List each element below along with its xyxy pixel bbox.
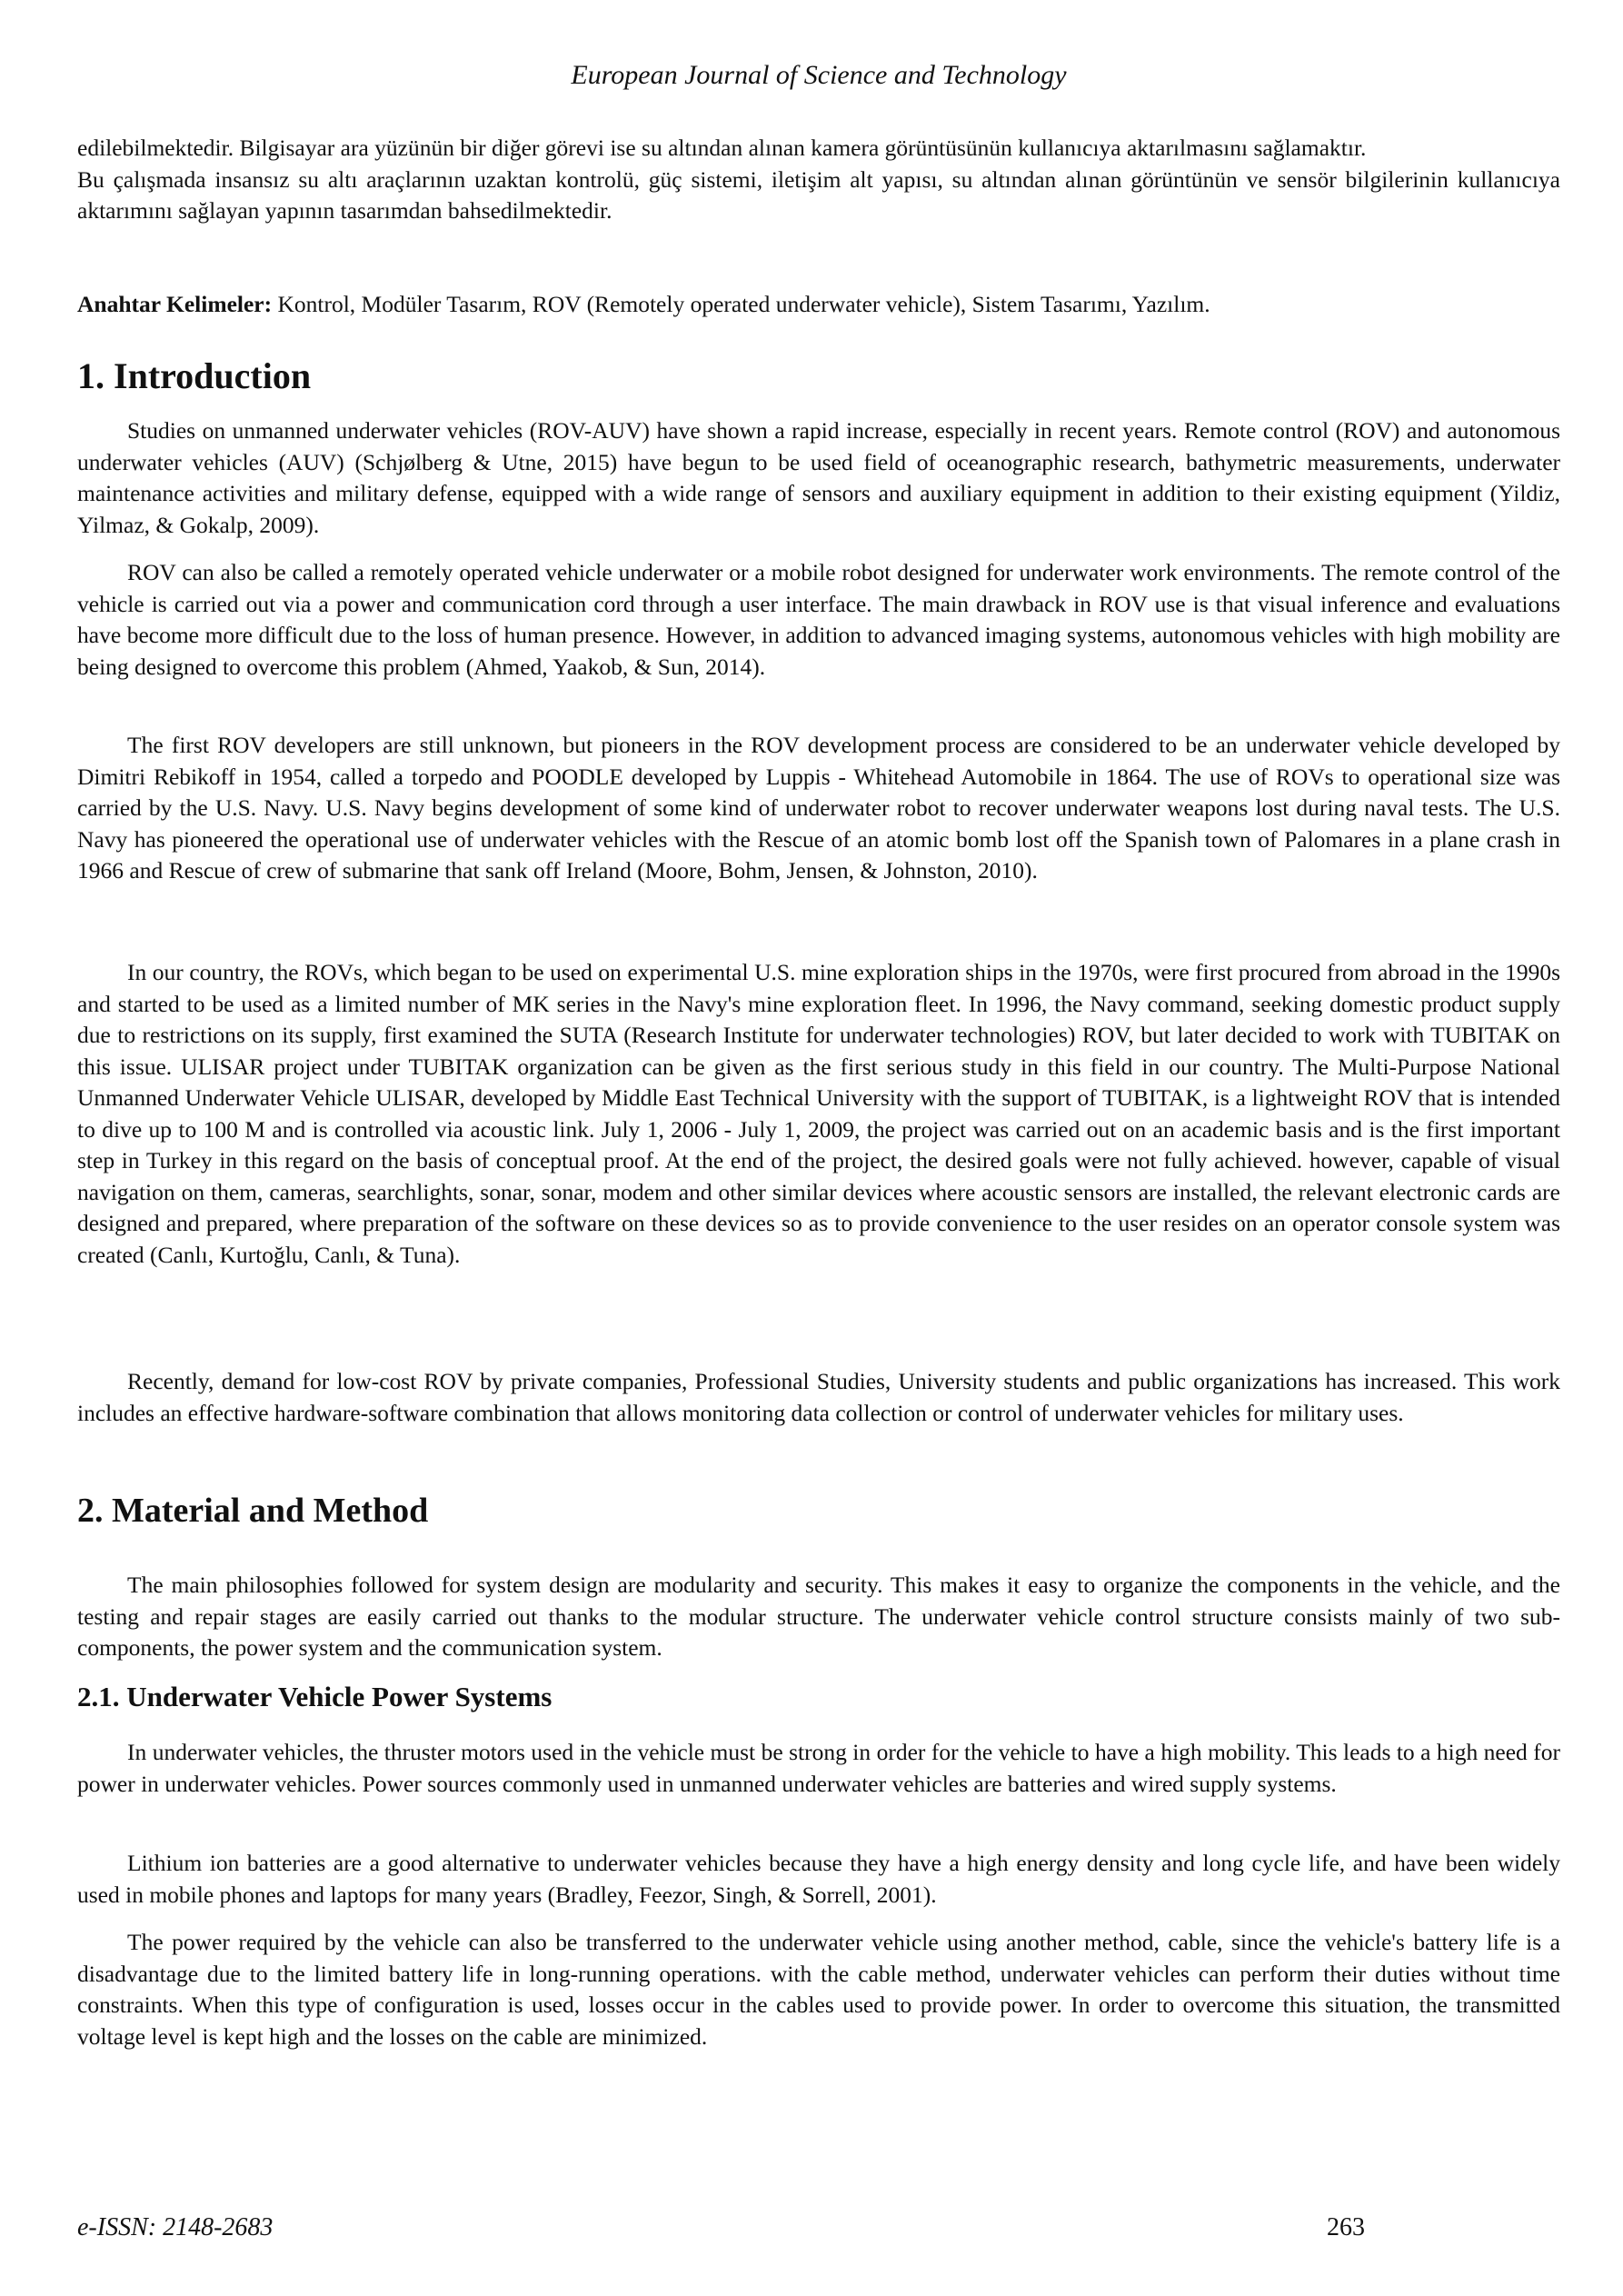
- abstract-continuation: [77, 133, 1560, 227]
- footer-issn: e-ISSN: 2148-2683: [77, 2213, 274, 2241]
- page-number: 263: [1327, 2213, 1365, 2241]
- journal-header: European Journal of Science and Technology: [571, 60, 1067, 90]
- intro-paragraph-5: Recently, demand for low-cost ROV by private companies, Professional Studies, University students and public organizations has increased. This work includes an effective hardware-software combination that allows monitoring data collection or control of underwater vehicles for military uses.: [77, 1368, 1560, 1426]
- intro-paragraph-2: ROV can also be called a remotely operated vehicle underwater or a mobile robot designed for underwater work environments. The remote control of the vehicle is carried out via a power and communication cord through a user interface. The main drawback in ROV use is that visual inference and evaluations have become more difficult due to the loss of human presence. However, in addition to advanced imaging systems, autonomous vehicles with high mobility are being designed to overcome this problem (Ahmed, Yaakob, & Sun, 2014).: [77, 559, 1560, 680]
- keywords-text: Kontrol, Modüler Tasarım, ROV (Remotely operated underwater vehicle), Sistem Tasarımı, Yazılım.: [272, 291, 1210, 317]
- method-intro-paragraph: The main philosophies followed for system design are modularity and security. This makes it easy to organize the components in the vehicle, and the testing and repair stages are easily carried out thanks to the modular structure. The underwater vehicle control structure consists mainly of two sub-components, the power system and the communication system.: [77, 1572, 1560, 1661]
- section-1-heading: 1. Introduction: [77, 355, 312, 396]
- intro-paragraph-1: Studies on unmanned underwater vehicles (ROV-AUV) have shown a rapid increase, especially in recent years. Remote control (ROV) and autonomous underwater vehicles (AUV) (Schjølberg & Utne, 2015) have begun to be used field of oceanographic research, bathymetric measurements, underwater maintenance activities and military defense, equipped with a wide range of sensors and auxiliary equipment in addition to their existing equipment (Yildiz, Yilmaz, & Gokalp, 2009).: [77, 417, 1560, 538]
- section-2-heading: 2. Material and Method: [77, 1492, 429, 1530]
- abstract-line-1: edilebilmektedir. Bilgisayar ara yüzünün bir diğer görevi ise su altından alınan kamera görüntüsünün kullanıcıya aktarılmasını sağlamaktır.: [77, 135, 1367, 161]
- power-paragraph-2: Lithium ion batteries are a good alternative to underwater vehicles because they have a high energy density and long cycle life, and have been widely used in mobile phones and laptops for many years (Bradley, Feezor, Singh, & Sorrell, 2001).: [77, 1850, 1560, 1908]
- keywords: [77, 289, 1560, 320]
- intro-paragraph-4: In our country, the ROVs, which began to be used on experimental U.S. mine exploration ships in the 1970s, were first procured from abroad in the 1990s and started to be used as a limited number of MK series in the Navy's mine exploration fleet. In 1996, the Navy command, seeking domestic product supply due to restrictions on its supply, first examined the SUTA (Research Institute for underwater technologies) ROV, but later decided to work with TUBITAK on this issue. ULISAR project under TUBITAK organization can be given as the first serious study in this field in our country. The Multi-Purpose National Unmanned Underwater Vehicle ULISAR, developed by Middle East Technical University with the support of TUBITAK, is a lightweight ROV that is intended to dive up to 100 M and is controlled via acoustic link. July 1, 2006 - July 1, 2009, the project was carried out on an academic basis and is the first important step in Turkey in this regard on the basis of conceptual proof. At the end of the project, the desired goals were not fully achieved. however, capable of visual navigation on them, cameras, searchlights, sonar, sonar, modem and other similar devices where acoustic sensors are installed, the relevant electronic cards are designed and prepared, where preparation of the software on these devices so as to provide convenience to the user resides on an operator console system was created (Canlı, Kurtoğlu, Canlı, & Tuna).: [77, 959, 1560, 1268]
- intro-paragraph-3: The first ROV developers are still unknown, but pioneers in the ROV development process are considered to be an underwater vehicle developed by Dimitri Rebikoff in 1954, called a torpedo and POODLE developed by Luppis - Whitehead Automobile in 1864. The use of ROVs to operational size was carried by the U.S. Navy. U.S. Navy begins development of some kind of underwater robot to recover underwater weapons lost during naval tests. The U.S. Navy has pioneered the operational use of underwater vehicles with the Rescue of an atomic bomb lost off the Spanish town of Palomares in a plane crash in 1966 and Rescue of crew of submarine that sank off Ireland (Moore, Bohm, Jensen, & Johnston, 2010).: [77, 732, 1560, 883]
- power-paragraph-3: The power required by the vehicle can also be transferred to the underwater vehicle using another method, cable, since the vehicle's battery life is a disadvantage due to the limited battery life in long-running operations. with the cable method, underwater vehicles can perform their duties without time constraints. When this type of configuration is used, losses occur in the cables used to provide power. In order to overcome this situation, the transmitted voltage level is kept high and the losses on the cable are minimized.: [77, 1929, 1560, 2050]
- keywords-label: Anahtar Kelimeler:: [77, 291, 273, 317]
- subsection-2-1-heading: 2.1. Underwater Vehicle Power Systems: [77, 1681, 553, 1712]
- power-paragraph-1: In underwater vehicles, the thruster motors used in the vehicle must be strong in order for the vehicle to have a high mobility. This leads to a high need for power in underwater vehicles. Power sources commonly used in unmanned underwater vehicles are batteries and wired supply systems.: [77, 1739, 1560, 1797]
- abstract-line-2: Bu çalışmada insansız su altı araçlarının uzaktan kontrolü, güç sistemi, iletişim alt yapısı, su altından alınan görüntünün ve sensör bilgilerinin kullanıcıya aktarımını sağlayan yapının tasarımdan bahsedilmektedir.: [77, 165, 1560, 224]
